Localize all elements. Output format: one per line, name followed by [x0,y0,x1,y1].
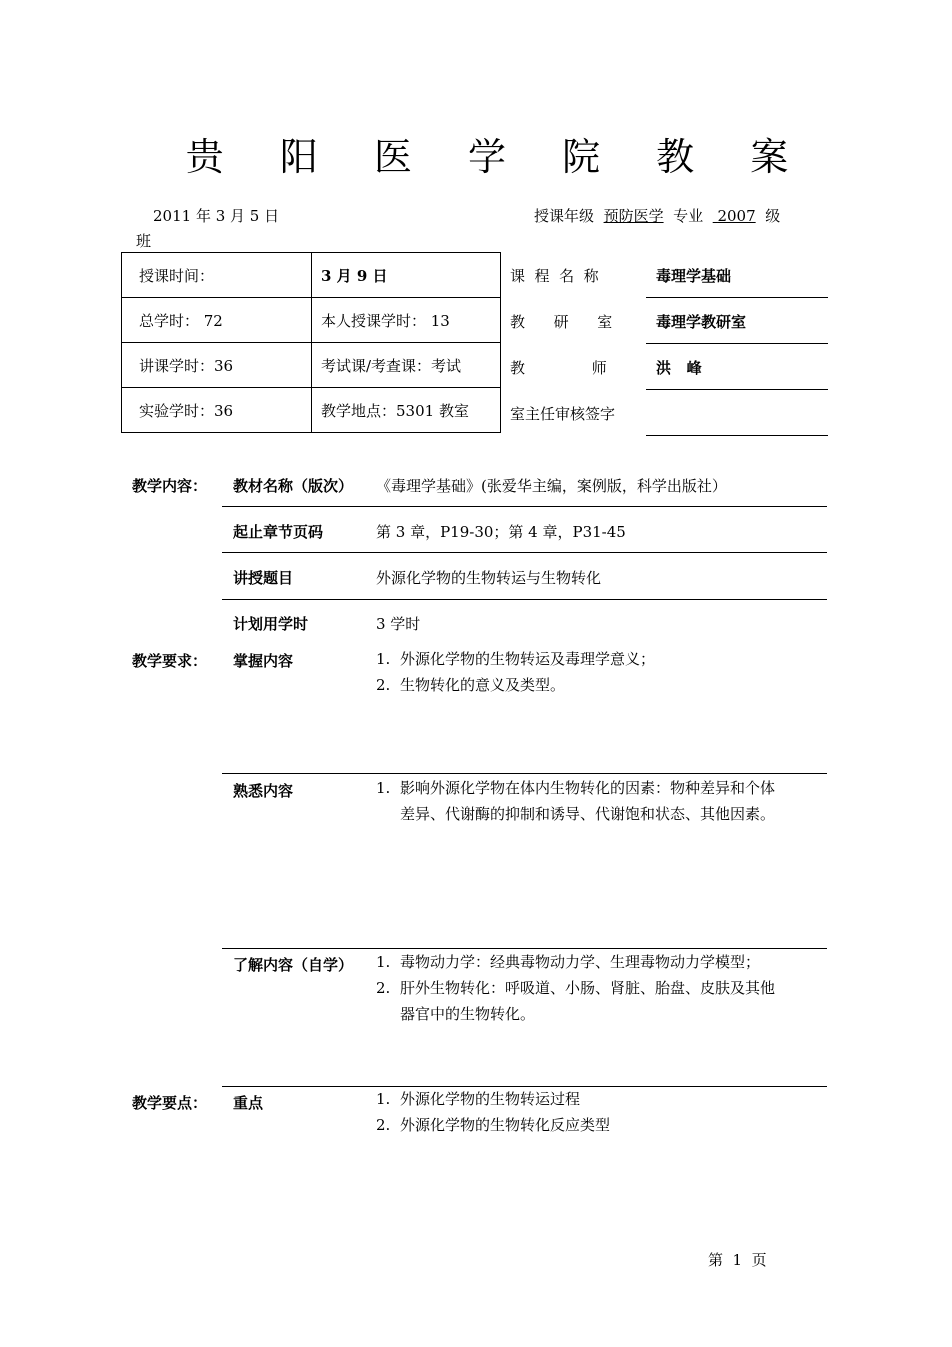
year-value: 2007 [717,207,756,225]
familiar-list [376,775,775,827]
table-cell: 本人授课学时： 13 [312,298,501,343]
table-cell: 总学时： 72 [122,298,312,343]
date-line: 2011 年 3 月 5 日 [153,207,280,225]
course-name-value: 毒理学基础 [656,267,732,285]
table-cell: 授课时间： [122,253,312,298]
understand-label: 了解内容（自学） [233,956,354,974]
table-cell: 3 月 9 日 [312,253,501,298]
schedule-table [121,252,501,433]
textbook-label: 教材名称（版次） [233,477,354,495]
list-item: 1. 外源化学物的生物转运及毒理学意义； [376,650,656,668]
list-item: 2. 生物转化的意义及类型。 [376,676,566,694]
list-item: 1. 毒物动力学：经典毒物动力学、生理毒物动力学模型； [376,953,761,971]
list-item: 1. 外源化学物的生物转运过程 [376,1090,581,1108]
course-name-label: 课 程 名 称 [510,267,599,285]
teaching-content-heading: 教学内容： [132,477,208,495]
signature-label: 室主任审核签字 [510,405,616,423]
list-item: 1. 影响外源化学物在体内生物转化的因素：物种差异和个体 [376,779,776,797]
department-value: 毒理学教研室 [656,313,747,331]
master-list [376,646,655,698]
familiar-label: 熟悉内容 [233,782,294,800]
course-name-row [510,252,828,298]
table-row [122,253,501,298]
list-item-continuation: 器官中的生物转化。 [400,1005,536,1023]
page-number: 第 1 页 [708,1251,767,1269]
table-cell: 教学地点：5301 教室 [312,388,501,433]
major-value: 预防医学 [603,207,664,225]
table-cell: 讲课学时：36 [122,343,312,388]
year-suffix: 级 [765,207,781,225]
teacher-value: 洪 峰 [656,359,702,377]
understand-list [376,949,775,1027]
major-label: 专业 [673,207,704,225]
list-item: 2. 肝外生物转化：呼吸道、小肠、肾脏、胎盘、皮肤及其他 [376,979,776,997]
planned-hours-value: 3 学时 [376,615,421,633]
grade-label: 授课年级 [534,207,595,225]
master-label: 掌握内容 [233,652,294,670]
lecture-topic-value: 外源化学物的生物转运与生物转化 [376,569,602,587]
teaching-requirements-heading: 教学要求： [132,652,208,670]
chapter-pages-value: 第 3 章，P19-30；第 4 章，P31-45 [376,523,626,541]
lecture-topic-label: 讲授题目 [233,569,294,587]
list-item-continuation: 差异、代谢酶的抑制和诱导、代谢饱和状态、其他因素。 [400,805,776,823]
key-points-label: 重点 [233,1094,264,1112]
teaching-points-heading: 教学要点： [132,1094,208,1112]
table-row [122,298,501,343]
class-suffix: 班 [136,232,152,250]
list-item: 2. 外源化学物的生物转化反应类型 [376,1116,611,1134]
department-label: 教 研 室 [510,313,613,331]
table-cell: 实验学时：36 [122,388,312,433]
department-row [510,298,828,344]
teacher-row [510,344,828,390]
table-row [122,388,501,433]
table-cell: 考试课/考查课：考试 [312,343,501,388]
signature-row [510,390,828,436]
textbook-value: 《毒理学基础》(张爱华主编，案例版，科学出版社） [376,477,727,495]
grade-line [534,205,780,226]
planned-hours-label: 计划用学时 [233,615,309,633]
key-points-list [376,1086,610,1138]
teacher-label: 教 师 [510,359,607,377]
table-row [122,343,501,388]
chapter-pages-label: 起止章节页码 [233,523,324,541]
page-title: 贵 阳 医 学 院 教 案 [185,135,811,179]
